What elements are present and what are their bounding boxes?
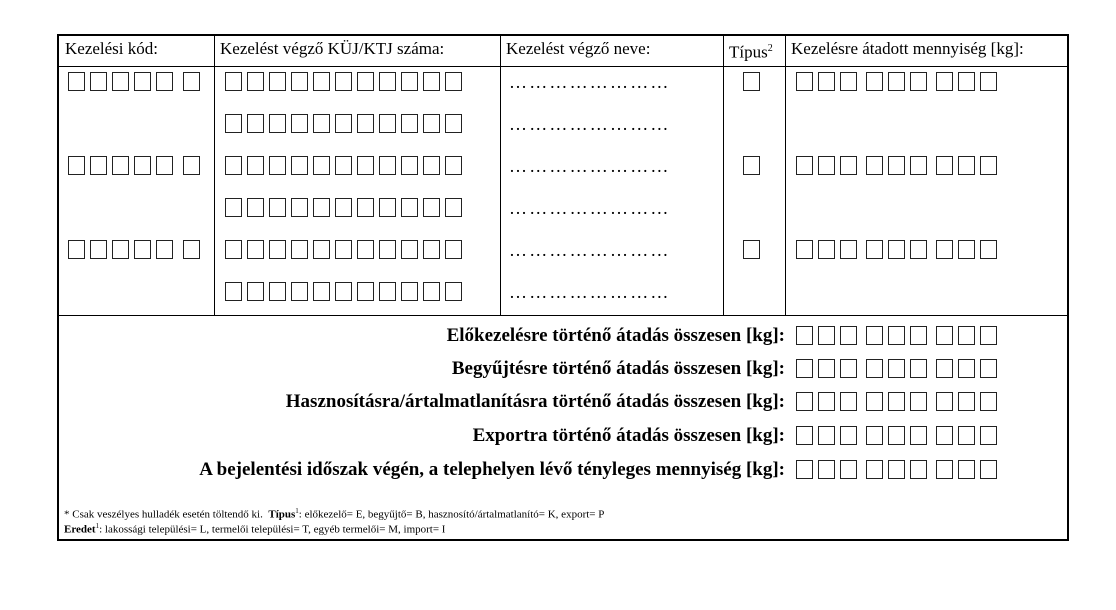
type-checkbox[interactable] bbox=[743, 156, 760, 175]
kuj-ktj-digit-box[interactable] bbox=[269, 240, 286, 259]
kuj-ktj-digit-box[interactable] bbox=[291, 282, 308, 301]
treatment-code-digit-box[interactable] bbox=[112, 72, 129, 91]
kuj-ktj-digit-box[interactable] bbox=[357, 156, 374, 175]
total-digit-box[interactable] bbox=[840, 359, 857, 378]
header-type-superscript: 2 bbox=[767, 43, 773, 54]
total-digit-box[interactable] bbox=[936, 426, 953, 445]
treatment-code-digit-box[interactable] bbox=[112, 156, 129, 175]
treatment-code-digit-box[interactable] bbox=[68, 72, 85, 91]
total-digit-box[interactable] bbox=[840, 426, 857, 445]
total-digit-box[interactable] bbox=[888, 392, 905, 411]
kuj-ktj-digit-box[interactable] bbox=[423, 72, 440, 91]
amount-digit-box[interactable] bbox=[840, 72, 857, 91]
handler-name-field[interactable]: …………………… bbox=[509, 285, 671, 299]
kuj-ktj-digit-box[interactable] bbox=[445, 282, 462, 301]
footnote-type-label: Típus bbox=[268, 508, 296, 521]
header-handed-amount: Kezelésre átadott mennyiség [kg]: bbox=[791, 39, 1024, 58]
kuj-ktj-digit-box[interactable] bbox=[269, 156, 286, 175]
type-checkbox[interactable] bbox=[743, 240, 760, 259]
kuj-ktj-digit-box[interactable] bbox=[357, 240, 374, 259]
amount-digit-box[interactable] bbox=[866, 156, 883, 175]
waste-treatment-form bbox=[57, 34, 1069, 541]
kuj-ktj-digit-box[interactable] bbox=[423, 282, 440, 301]
amount-digit-box[interactable] bbox=[796, 72, 813, 91]
total-digit-box[interactable] bbox=[866, 392, 883, 411]
total-digit-box[interactable] bbox=[818, 460, 835, 479]
treatment-code-digit-box[interactable] bbox=[183, 156, 200, 175]
kuj-ktj-digit-box[interactable] bbox=[379, 282, 396, 301]
kuj-ktj-digit-box[interactable] bbox=[357, 72, 374, 91]
total-digit-box[interactable] bbox=[910, 392, 927, 411]
kuj-ktj-digit-box[interactable] bbox=[423, 114, 440, 133]
footnote-type-text: : előkezelő= E, begyűjtő= B, hasznosító/ártalmatlanító= K, export= P bbox=[298, 508, 605, 521]
amount-digit-box[interactable] bbox=[888, 240, 905, 259]
header-type-label: Típus bbox=[729, 42, 768, 62]
kuj-ktj-digit-box[interactable] bbox=[423, 240, 440, 259]
kuj-ktj-digit-box[interactable] bbox=[269, 72, 286, 91]
kuj-ktj-digit-box[interactable] bbox=[379, 156, 396, 175]
amount-digit-box[interactable] bbox=[888, 156, 905, 175]
kuj-ktj-digit-box[interactable] bbox=[247, 240, 264, 259]
kuj-ktj-digit-box[interactable] bbox=[357, 282, 374, 301]
total-digit-box[interactable] bbox=[818, 426, 835, 445]
kuj-ktj-digit-box[interactable] bbox=[247, 156, 264, 175]
section-divider bbox=[59, 315, 1067, 316]
handler-name-field[interactable]: …………………… bbox=[509, 201, 671, 215]
kuj-ktj-digit-box[interactable] bbox=[313, 72, 330, 91]
total-digit-box[interactable] bbox=[958, 326, 975, 345]
kuj-ktj-digit-box[interactable] bbox=[247, 198, 264, 217]
kuj-ktj-digit-box[interactable] bbox=[291, 198, 308, 217]
header-divider bbox=[59, 66, 1067, 67]
total-digit-box[interactable] bbox=[958, 359, 975, 378]
total-digit-box[interactable] bbox=[818, 392, 835, 411]
total-digit-box[interactable] bbox=[866, 426, 883, 445]
total-digit-box[interactable] bbox=[840, 460, 857, 479]
treatment-code-digit-box[interactable] bbox=[156, 156, 173, 175]
divider bbox=[214, 36, 215, 316]
total-digit-box[interactable] bbox=[980, 392, 997, 411]
header-type bbox=[723, 36, 785, 67]
total-digit-box[interactable] bbox=[980, 460, 997, 479]
total-digit-box[interactable] bbox=[796, 426, 813, 445]
total-digit-box[interactable] bbox=[840, 326, 857, 345]
kuj-ktj-digit-box[interactable] bbox=[269, 198, 286, 217]
total-digit-box[interactable] bbox=[866, 359, 883, 378]
handler-name-field[interactable]: …………………… bbox=[509, 159, 671, 173]
kuj-ktj-digit-box[interactable] bbox=[247, 114, 264, 133]
amount-digit-box[interactable] bbox=[936, 240, 953, 259]
amount-digit-box[interactable] bbox=[958, 156, 975, 175]
total-digit-box[interactable] bbox=[818, 359, 835, 378]
total-label: Előkezelésre történő átadás összesen [kg]: bbox=[446, 325, 785, 346]
kuj-ktj-digit-box[interactable] bbox=[401, 156, 418, 175]
total-digit-box[interactable] bbox=[818, 326, 835, 345]
header-treatment-code: Kezelési kód: bbox=[65, 39, 158, 58]
amount-digit-box[interactable] bbox=[796, 240, 813, 259]
total-digit-box[interactable] bbox=[796, 460, 813, 479]
treatment-code-digit-box[interactable] bbox=[134, 156, 151, 175]
kuj-ktj-digit-box[interactable] bbox=[335, 282, 352, 301]
kuj-ktj-digit-box[interactable] bbox=[313, 156, 330, 175]
amount-digit-box[interactable] bbox=[910, 156, 927, 175]
kuj-ktj-digit-box[interactable] bbox=[401, 114, 418, 133]
total-digit-box[interactable] bbox=[888, 326, 905, 345]
treatment-code-digit-box[interactable] bbox=[156, 240, 173, 259]
kuj-ktj-digit-box[interactable] bbox=[401, 198, 418, 217]
total-digit-box[interactable] bbox=[910, 359, 927, 378]
kuj-ktj-digit-box[interactable] bbox=[291, 240, 308, 259]
kuj-ktj-digit-box[interactable] bbox=[247, 72, 264, 91]
kuj-ktj-digit-box[interactable] bbox=[445, 72, 462, 91]
kuj-ktj-digit-box[interactable] bbox=[445, 156, 462, 175]
total-label: Hasznosításra/ártalmatlanításra történő átadás összesen [kg]: bbox=[285, 391, 785, 412]
header-kuj-ktj-number: Kezelést végző KÜJ/KTJ száma: bbox=[220, 39, 445, 58]
total-digit-box[interactable] bbox=[910, 326, 927, 345]
kuj-ktj-digit-box[interactable] bbox=[357, 198, 374, 217]
handler-name-field[interactable]: …………………… bbox=[509, 75, 671, 89]
total-digit-box[interactable] bbox=[910, 426, 927, 445]
divider bbox=[723, 36, 724, 316]
kuj-ktj-digit-box[interactable] bbox=[313, 114, 330, 133]
total-digit-box[interactable] bbox=[888, 426, 905, 445]
kuj-ktj-digit-box[interactable] bbox=[335, 156, 352, 175]
total-digit-box[interactable] bbox=[888, 359, 905, 378]
amount-digit-box[interactable] bbox=[866, 240, 883, 259]
kuj-ktj-digit-box[interactable] bbox=[445, 114, 462, 133]
kuj-ktj-digit-box[interactable] bbox=[379, 72, 396, 91]
total-digit-box[interactable] bbox=[796, 326, 813, 345]
kuj-ktj-digit-box[interactable] bbox=[225, 198, 242, 217]
footnote-intro: * Csak veszélyes hulladék esetén töltendő ki. bbox=[64, 508, 263, 521]
treatment-code-digit-box[interactable] bbox=[68, 156, 85, 175]
kuj-ktj-digit-box[interactable] bbox=[269, 282, 286, 301]
footnote-type-superscript: 1 bbox=[295, 507, 299, 515]
kuj-ktj-digit-box[interactable] bbox=[225, 114, 242, 133]
kuj-ktj-digit-box[interactable] bbox=[401, 240, 418, 259]
total-digit-box[interactable] bbox=[936, 460, 953, 479]
kuj-ktj-digit-box[interactable] bbox=[401, 72, 418, 91]
total-digit-box[interactable] bbox=[936, 326, 953, 345]
total-digit-box[interactable] bbox=[910, 460, 927, 479]
total-label: Exportra történő átadás összesen [kg]: bbox=[472, 425, 785, 446]
handler-name-field[interactable]: …………………… bbox=[509, 243, 671, 257]
amount-digit-box[interactable] bbox=[958, 72, 975, 91]
total-digit-box[interactable] bbox=[936, 392, 953, 411]
footnote-origin-superscript: 1 bbox=[95, 522, 100, 530]
total-label: A bejelentési időszak végén, a telephelyen lévő tényleges mennyiség [kg]: bbox=[199, 459, 785, 480]
kuj-ktj-digit-box[interactable] bbox=[225, 240, 242, 259]
total-digit-box[interactable] bbox=[796, 392, 813, 411]
amount-digit-box[interactable] bbox=[866, 72, 883, 91]
amount-digit-box[interactable] bbox=[936, 72, 953, 91]
handler-name-field[interactable]: …………………… bbox=[509, 117, 671, 131]
total-digit-box[interactable] bbox=[980, 359, 997, 378]
treatment-code-digit-box[interactable] bbox=[90, 156, 107, 175]
amount-digit-box[interactable] bbox=[910, 72, 927, 91]
divider bbox=[500, 36, 501, 316]
type-checkbox[interactable] bbox=[743, 72, 760, 91]
kuj-ktj-digit-box[interactable] bbox=[379, 240, 396, 259]
treatment-code-digit-box[interactable] bbox=[183, 72, 200, 91]
kuj-ktj-digit-box[interactable] bbox=[313, 240, 330, 259]
kuj-ktj-digit-box[interactable] bbox=[313, 282, 330, 301]
footnote-line-1 bbox=[64, 505, 604, 521]
treatment-code-digit-box[interactable] bbox=[90, 240, 107, 259]
kuj-ktj-digit-box[interactable] bbox=[445, 240, 462, 259]
amount-digit-box[interactable] bbox=[910, 240, 927, 259]
footnote-origin-label: Eredet bbox=[64, 523, 96, 536]
treatment-code-digit-box[interactable] bbox=[134, 72, 151, 91]
treatment-code-digit-box[interactable] bbox=[68, 240, 85, 259]
kuj-ktj-digit-box[interactable] bbox=[313, 198, 330, 217]
kuj-ktj-digit-box[interactable] bbox=[335, 72, 352, 91]
kuj-ktj-digit-box[interactable] bbox=[379, 114, 396, 133]
kuj-ktj-digit-box[interactable] bbox=[335, 114, 352, 133]
amount-digit-box[interactable] bbox=[980, 240, 997, 259]
amount-digit-box[interactable] bbox=[980, 72, 997, 91]
total-label: Begyűjtésre történő átadás összesen [kg]: bbox=[451, 358, 785, 379]
kuj-ktj-digit-box[interactable] bbox=[379, 198, 396, 217]
kuj-ktj-digit-box[interactable] bbox=[423, 198, 440, 217]
kuj-ktj-digit-box[interactable] bbox=[291, 156, 308, 175]
kuj-ktj-digit-box[interactable] bbox=[225, 156, 242, 175]
treatment-code-digit-box[interactable] bbox=[183, 240, 200, 259]
total-digit-box[interactable] bbox=[958, 426, 975, 445]
kuj-ktj-digit-box[interactable] bbox=[401, 282, 418, 301]
amount-digit-box[interactable] bbox=[840, 240, 857, 259]
amount-digit-box[interactable] bbox=[936, 156, 953, 175]
footnote-line-2 bbox=[64, 520, 445, 536]
total-digit-box[interactable] bbox=[866, 460, 883, 479]
divider bbox=[785, 36, 786, 316]
amount-digit-box[interactable] bbox=[818, 72, 835, 91]
total-digit-box[interactable] bbox=[936, 359, 953, 378]
total-digit-box[interactable] bbox=[840, 392, 857, 411]
amount-digit-box[interactable] bbox=[818, 156, 835, 175]
amount-digit-box[interactable] bbox=[818, 240, 835, 259]
treatment-code-digit-box[interactable] bbox=[156, 72, 173, 91]
total-digit-box[interactable] bbox=[958, 392, 975, 411]
kuj-ktj-digit-box[interactable] bbox=[225, 282, 242, 301]
kuj-ktj-digit-box[interactable] bbox=[423, 156, 440, 175]
kuj-ktj-digit-box[interactable] bbox=[291, 72, 308, 91]
amount-digit-box[interactable] bbox=[958, 240, 975, 259]
kuj-ktj-digit-box[interactable] bbox=[247, 282, 264, 301]
amount-digit-box[interactable] bbox=[796, 156, 813, 175]
kuj-ktj-digit-box[interactable] bbox=[291, 114, 308, 133]
treatment-code-digit-box[interactable] bbox=[90, 72, 107, 91]
total-digit-box[interactable] bbox=[958, 460, 975, 479]
amount-digit-box[interactable] bbox=[888, 72, 905, 91]
total-digit-box[interactable] bbox=[796, 359, 813, 378]
total-digit-box[interactable] bbox=[980, 426, 997, 445]
kuj-ktj-digit-box[interactable] bbox=[357, 114, 374, 133]
kuj-ktj-digit-box[interactable] bbox=[225, 72, 242, 91]
amount-digit-box[interactable] bbox=[980, 156, 997, 175]
total-digit-box[interactable] bbox=[866, 326, 883, 345]
header-handler-name: Kezelést végző neve: bbox=[506, 39, 651, 58]
kuj-ktj-digit-box[interactable] bbox=[335, 240, 352, 259]
treatment-code-digit-box[interactable] bbox=[112, 240, 129, 259]
total-digit-box[interactable] bbox=[888, 460, 905, 479]
total-digit-box[interactable] bbox=[980, 326, 997, 345]
treatment-code-digit-box[interactable] bbox=[134, 240, 151, 259]
amount-digit-box[interactable] bbox=[840, 156, 857, 175]
footnote-origin-text: : lakossági települési= L, termelői települési= T, egyéb termelői= M, import= I bbox=[99, 523, 446, 536]
kuj-ktj-digit-box[interactable] bbox=[269, 114, 286, 133]
kuj-ktj-digit-box[interactable] bbox=[445, 198, 462, 217]
kuj-ktj-digit-box[interactable] bbox=[335, 198, 352, 217]
